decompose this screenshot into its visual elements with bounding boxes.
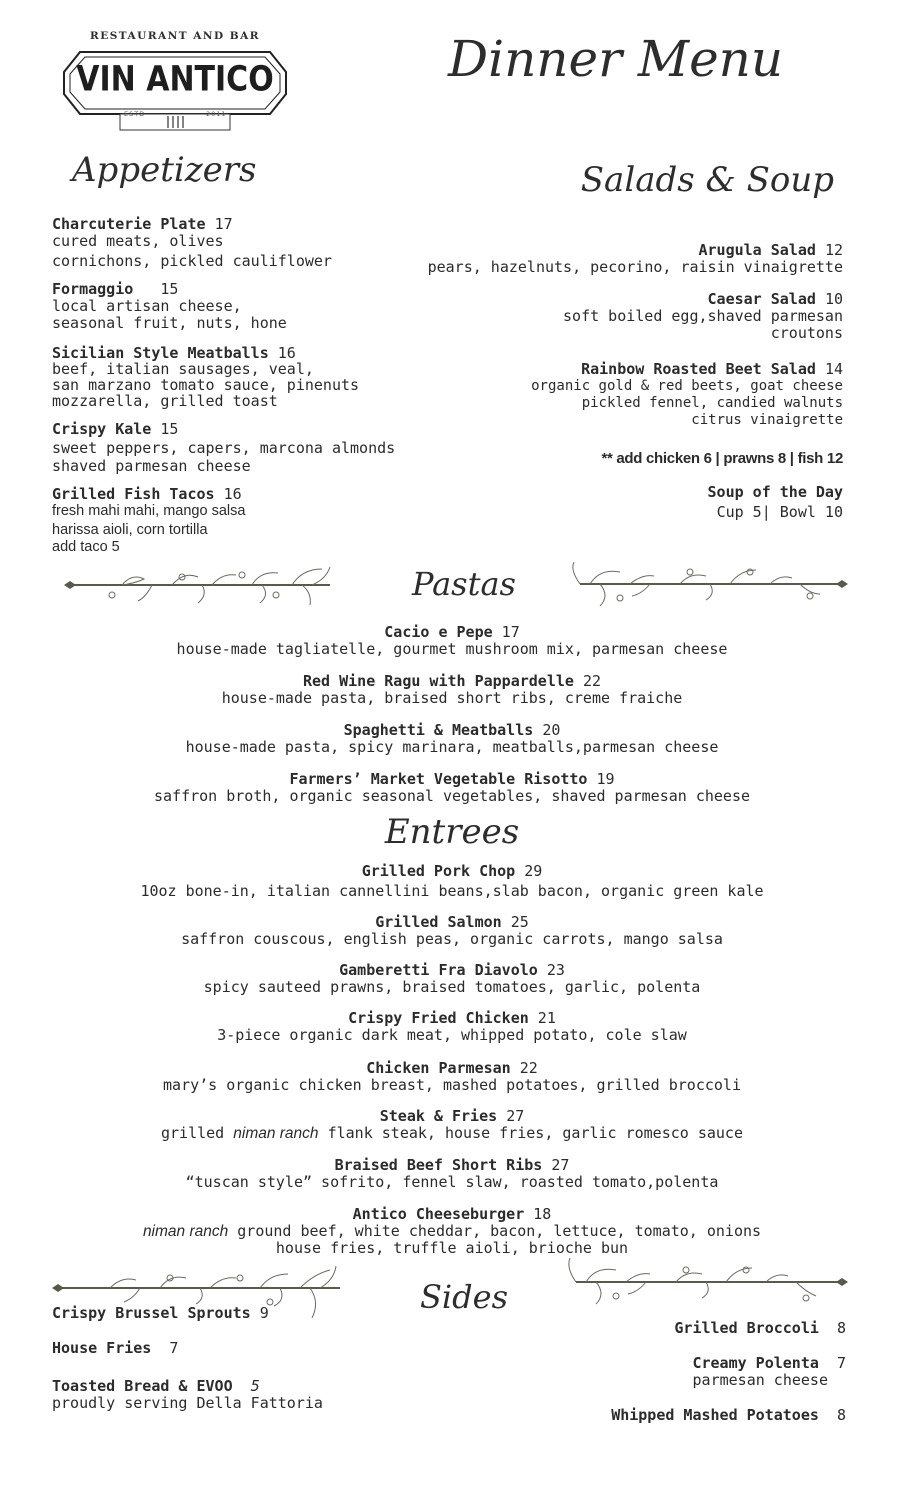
item-name: Spaghetti & Meatballs [343,721,534,739]
item-price: 9 [259,1304,269,1322]
menu-item [52,486,432,503]
floral-divider-icon [560,558,850,610]
item-price: 15 [160,280,179,298]
menu-item [0,673,904,690]
pastas-heading: Pastas [412,565,516,603]
item-description: 3-piece organic dark meat, whipped potato, cole slaw [217,1026,687,1044]
item-name: Sicilian Style Meatballs [52,344,269,362]
entrees-heading: Entrees [384,812,520,852]
item-description [0,1125,904,1142]
menu-item [506,1407,846,1424]
item-description: soft boiled egg,shaved parmesan [563,307,843,325]
item-name: Steak & Fries [379,1107,498,1125]
desc-italic-text: niman ranch [233,1125,319,1142]
item-name: Grilled Broccoli [674,1319,819,1337]
desc-italic-text: niman ranch [142,1223,229,1240]
sides-left-list [52,1305,392,1412]
appetizers-heading: Appetizers [72,150,257,190]
item-price: 16 [223,485,242,503]
item-name: Gamberetti Fra Diavolo [339,961,538,979]
item-price: 20 [542,721,561,739]
item-name: Grilled Fish Tacos [52,485,215,503]
menu-title: Dinner Menu [448,30,784,88]
item-name: Braised Beef Short Ribs [334,1156,543,1174]
floral-divider-icon [556,1252,850,1314]
item-description: parmesan cheese [692,1371,828,1389]
item-price: 14 [824,360,843,378]
item-description: shaved parmesan cheese [52,457,251,475]
salads-list [423,242,843,521]
item-description: citrus vinaigrette [691,412,843,428]
menu-item [52,281,432,298]
menu-item [0,1010,904,1027]
item-description: add taco 5 [52,539,120,555]
menu-item [423,291,843,308]
item-name: Antico Cheeseburger [352,1205,525,1223]
item-description [0,1223,904,1240]
floral-divider-icon [62,565,342,613]
menu-item [52,216,432,233]
menu-item [52,1340,392,1357]
item-description: organic gold & red beets, goat cheese [531,378,843,394]
item-name: Formaggio [52,280,134,298]
sides-heading: Sides [420,1278,508,1316]
menu-item [52,1305,392,1322]
item-description: cured meats, olives [52,232,224,250]
menu-item [0,1206,904,1223]
menu-item [423,361,843,378]
item-price: 7 [169,1339,179,1357]
item-price: 7 [836,1354,846,1372]
item-description: fresh mahi mahi, mango salsa [52,503,246,519]
desc-text: grilled [161,1124,234,1142]
item-price: 29 [524,862,543,880]
menu-item [52,1378,392,1395]
item-description: saffron broth, organic seasonal vegetables, shaved parmesan cheese [153,787,751,805]
item-price: 15 [160,420,179,438]
item-description: 10oz bone-in, italian cannellini beans,slab bacon, organic green kale [140,882,764,900]
item-description: house-made tagliatelle, gourmet mushroom mix, parmesan cheese [176,640,728,658]
item-price: 22 [582,672,602,690]
logo-tagline: RESTAURANT AND BAR [89,30,261,42]
soup-name: Soup of the Day [707,483,843,501]
item-price: 27 [506,1107,525,1125]
item-description: san marzano tomato sauce, pinenuts [52,376,360,394]
item-name: Cacio e Pepe [384,623,493,641]
item-price: 18 [533,1205,552,1223]
desc-text: flank steak, house fries, garlic romesco sauce [318,1124,743,1142]
item-name: Creamy Polenta [692,1354,819,1372]
logo-estd: ESTD [124,110,146,118]
item-description: house fries, truffle aioli, brioche bun [275,1239,629,1257]
item-description: beef, italian sausages, veal, [52,360,314,378]
item-price: 12 [824,241,843,259]
item-name: Crispy Fried Chicken [348,1009,529,1027]
menu-item [0,1108,904,1125]
item-price: 16 [277,344,296,362]
item-description: mary’s organic chicken breast, mashed potatoes, grilled broccoli [163,1076,741,1094]
item-price: 27 [551,1156,570,1174]
desc-text: ground beef, white cheddar, bacon, lettuce, tomato, onions [228,1222,762,1240]
item-name: Red Wine Ragu with Pappardelle [302,672,574,690]
menu-item [506,1320,846,1337]
item-description: local artisan cheese, [52,297,242,315]
salads-heading: Salads & Soup [580,160,834,200]
item-price: 8 [836,1319,846,1337]
item-name: Toasted Bread & EVOO [52,1377,233,1395]
item-description: seasonal fruit, nuts, hone [52,314,287,332]
menu-item [423,242,843,259]
item-description: proudly serving Della Fattoria [52,1394,323,1412]
logo-name: VIN ANTICO [76,59,274,100]
entrees-list [0,863,904,1256]
item-name: Farmers’ Market Vegetable Risotto [289,770,588,788]
item-name: Caesar Salad [707,290,816,308]
item-price: 8 [836,1406,846,1424]
item-name: Charcuterie Plate [52,215,206,233]
restaurant-logo [60,30,290,138]
item-price: 17 [501,623,520,641]
menu-item [0,1157,904,1174]
item-name: Grilled Salmon [375,913,502,931]
item-description: pears, hazelnuts, pecorino, raisin vinaigrette [427,258,843,276]
item-description: cornichons, pickled cauliflower [52,252,332,270]
menu-item [52,421,432,438]
item-description: saffron couscous, english peas, organic carrots, mango salsa [181,930,723,948]
item-price: 21 [537,1009,556,1027]
item-description: pickled fennel, candied walnuts [581,395,843,411]
item-price: 25 [510,913,529,931]
menu-item [0,1060,904,1077]
item-description: house-made pasta, spicy marinara, meatballs,parmesan cheese [185,738,719,756]
item-price: 5 [250,1377,260,1395]
item-description: house-made pasta, braised short ribs, creme fraiche [221,689,683,707]
item-name: Crispy Kale [52,420,152,438]
item-description: “tuscan style” sofrito, fennel slaw, roasted tomato,polenta [185,1173,719,1191]
item-name: Chicken Parmesan [366,1059,511,1077]
item-name: Rainbow Roasted Beet Salad [581,360,816,378]
item-price: 23 [546,961,565,979]
item-description: spicy sauteed prawns, braised tomatoes, garlic, polenta [203,978,701,996]
item-price: 17 [214,215,233,233]
item-price: 19 [596,770,615,788]
menu-item [0,771,904,788]
item-name: Whipped Mashed Potatoes [611,1406,819,1424]
logo-year: 2011 [206,110,227,118]
menu-item [0,722,904,739]
item-description: sweet peppers, capers, marcona almonds [52,439,396,457]
appetizers-list [52,216,432,556]
menu-item [0,624,904,641]
item-description: mozzarella, grilled toast [52,392,278,410]
item-price: 10 [824,290,843,308]
sides-right-list [506,1320,846,1424]
menu-item [0,962,904,979]
soup-description: Cup 5| Bowl 10 [716,503,843,521]
item-name: Arugula Salad [698,241,816,259]
item-description: croutons [770,324,843,342]
pastas-list [0,624,904,805]
item-description: harissa aioli, corn tortilla [52,522,208,538]
menu-item [0,863,904,880]
item-name: House Fries [52,1339,152,1357]
menu-item [0,914,904,931]
item-name: Grilled Pork Chop [361,862,516,880]
salad-addons: ** add chicken 6 | prawns 8 | fish 12 [601,450,843,467]
menu-item [506,1355,846,1372]
item-name: Crispy Brussel Sprouts [52,1304,251,1322]
item-price: 22 [519,1059,538,1077]
